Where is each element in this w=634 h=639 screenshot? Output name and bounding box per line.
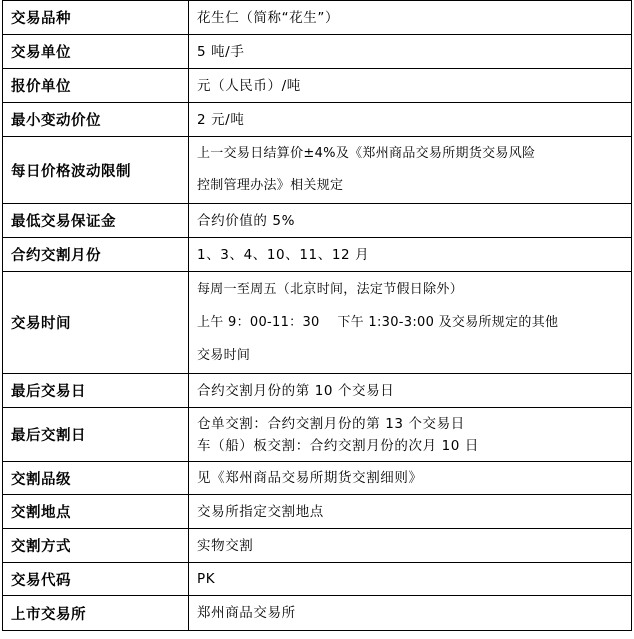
value-delivery-method [189,529,632,563]
value-line: 5 吨/手 [197,43,245,60]
value-line: 上午 9：00-11：30 下午 1:30-3:00 及交易所规定的其他 [197,315,559,330]
label-trading-unit: 交易单位 [3,35,189,69]
row-trading-product [3,1,632,35]
label-exchange: 上市交易所 [3,596,189,631]
label-trading-product: 交易品种 [3,1,189,35]
value-line: 见《郑州商品交易所期货交割细则》 [197,470,423,486]
row-delivery-method [3,529,632,563]
value-trading-code [189,563,632,596]
value-line: 1、3、4、10、11、12 月 [197,246,370,263]
value-line: 花生仁（简称“花生”） [197,9,340,26]
value-trading-product [189,1,632,35]
row-trading-code [3,563,632,596]
row-trading-hours [3,272,632,374]
value-trading-unit [189,35,632,69]
value-line: 郑州商品交易所 [197,605,296,621]
label-trading-hours: 交易时间 [3,272,189,374]
value-quote-unit [189,69,632,103]
value-last-delivery-day [189,408,632,462]
row-min-margin [3,204,632,238]
value-line: 车（船）板交割：合约交割月份的次月 10 日 [197,437,479,454]
label-quote-unit: 报价单位 [3,69,189,103]
row-exchange [3,596,632,631]
value-line: 仓单交割：合约交割月份的第 13 个交易日 [197,415,465,432]
row-quote-unit [3,69,632,103]
label-min-margin: 最低交易保证金 [3,204,189,238]
label-min-tick: 最小变动价位 [3,103,189,137]
row-last-trading-day [3,374,632,408]
label-delivery-location: 交割地点 [3,495,189,529]
row-daily-limit [3,137,632,204]
value-line: 元（人民币）/吨 [197,77,301,94]
value-line: 交易所指定交割地点 [197,503,324,520]
contract-spec-table [2,0,632,631]
row-delivery-grade [3,462,632,495]
value-line: 交易时间 [197,348,251,363]
value-line: 控制管理办法》相关规定 [197,178,344,193]
value-line: 合约交割月份的第 10 个交易日 [197,382,395,399]
label-trading-code: 交易代码 [3,563,189,596]
value-line: 实物交割 [197,537,254,554]
row-delivery-location [3,495,632,529]
label-daily-limit: 每日价格波动限制 [3,137,189,204]
label-delivery-grade: 交割品级 [3,462,189,495]
row-min-tick [3,103,632,137]
value-line: 2 元/吨 [197,111,245,128]
value-line: 合约价值的 5% [197,212,296,229]
value-line: PK [197,571,216,587]
value-exchange [189,596,632,631]
value-line: 每周一至周五（北京时间，法定节假日除外） [197,282,464,297]
label-last-delivery-day: 最后交割日 [3,408,189,462]
row-delivery-months [3,238,632,272]
value-line: 上一交易日结算价±4%及《郑州商品交易所期货交易风险 [197,146,536,161]
row-trading-unit [3,35,632,69]
label-delivery-months: 合约交割月份 [3,238,189,272]
value-delivery-months [189,238,632,272]
value-delivery-grade [189,462,632,495]
label-last-trading-day: 最后交易日 [3,374,189,408]
value-min-margin [189,204,632,238]
label-delivery-method: 交割方式 [3,529,189,563]
row-last-delivery-day [3,408,632,462]
value-trading-hours [189,272,632,374]
value-last-trading-day [189,374,632,408]
value-min-tick [189,103,632,137]
value-delivery-location [189,495,632,529]
value-daily-limit [189,137,632,204]
